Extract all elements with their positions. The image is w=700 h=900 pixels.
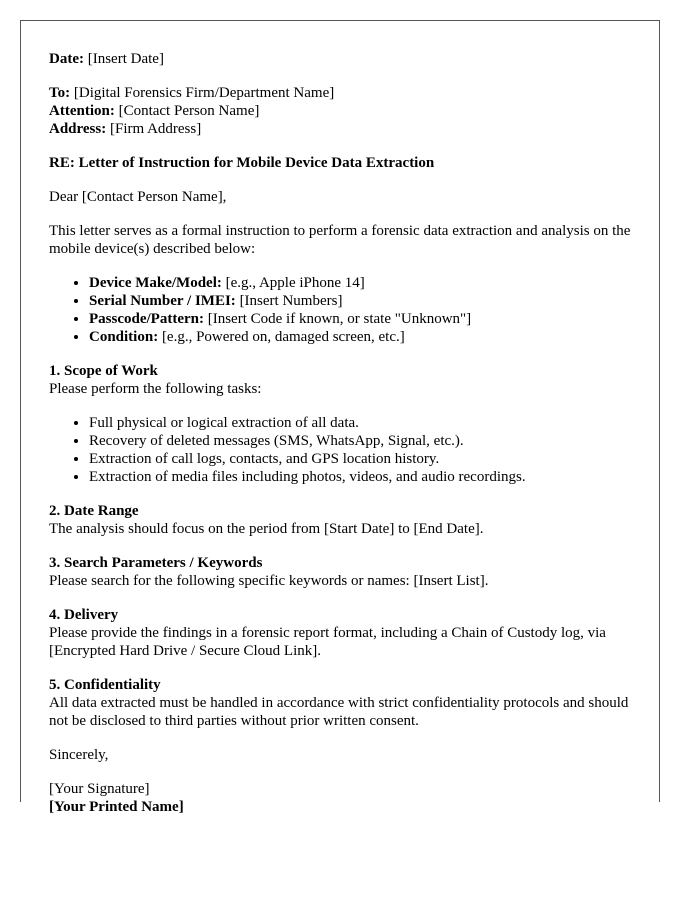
device-detail-item	[89, 310, 639, 328]
device-detail-label: Condition:	[89, 329, 159, 345]
to-line	[49, 84, 639, 102]
scope-task-item: • Extraction of media files including photos, videos, and audio recordings.	[89, 468, 639, 486]
printed-name: [Your Printed Name]	[49, 799, 184, 815]
address-value: [Firm Address]	[109, 121, 202, 137]
to-label: To:	[49, 85, 71, 101]
search-heading: 3. Search Parameters / Keywords	[49, 555, 263, 571]
attention-value: [Contact Person Name]	[118, 103, 260, 119]
attention-label: Attention:	[49, 103, 115, 119]
scope-text: Please perform the following tasks:	[49, 381, 262, 397]
confidentiality-heading: 5. Confidentiality	[49, 677, 161, 693]
date-range-text: The analysis should focus on the period from [Start Date] to [End Date].	[49, 521, 484, 537]
address-label: Address:	[49, 121, 107, 137]
device-detail-item	[89, 292, 639, 310]
scope-task-item: • Full physical or logical extraction of all data.	[89, 414, 639, 432]
subject-line: RE: Letter of Instruction for Mobile Device Data Extraction	[49, 155, 435, 171]
device-detail-label: Serial Number / IMEI:	[89, 293, 236, 309]
date-label: Date:	[49, 51, 84, 67]
to-value: [Digital Forensics Firm/Department Name]	[73, 85, 335, 101]
date-value: [Insert Date]	[87, 51, 164, 67]
device-detail-value: [Insert Code if known, or state "Unknown"]	[207, 311, 472, 327]
salutation: Dear [Contact Person Name],	[49, 189, 227, 205]
device-detail-value: [Insert Numbers]	[239, 293, 343, 309]
letter-content	[49, 50, 639, 816]
device-detail-value: [e.g., Powered on, damaged screen, etc.]	[161, 329, 405, 345]
scope-heading: 1. Scope of Work	[49, 363, 158, 379]
search-text: Please search for the following specific keywords or names: [Insert List].	[49, 573, 489, 589]
device-details-list	[49, 274, 639, 346]
closing: Sincerely,	[49, 747, 109, 763]
attention-line	[49, 102, 639, 120]
address-line	[49, 120, 639, 138]
device-detail-value: [e.g., Apple iPhone 14]	[225, 275, 365, 291]
device-detail-label: Passcode/Pattern:	[89, 311, 204, 327]
delivery-text: Please provide the findings in a forensic report format, including a Chain of Custody log, via [Encrypted Hard Drive / Secure Cloud Link].	[49, 625, 606, 659]
device-detail-label: Device Make/Model:	[89, 275, 222, 291]
date-range-heading: 2. Date Range	[49, 503, 139, 519]
delivery-heading: 4. Delivery	[49, 607, 119, 623]
scope-task-item: • Extraction of call logs, contacts, and GPS location history.	[89, 450, 639, 468]
letter-page	[20, 20, 660, 815]
intro-paragraph: This letter serves as a formal instruction to perform a forensic data extraction and analysis on the mobile device(s) described below:	[49, 223, 631, 257]
signature: [Your Signature]	[49, 781, 150, 797]
device-detail-item	[89, 328, 639, 346]
device-detail-item	[89, 274, 639, 292]
scope-task-item: • Recovery of deleted messages (SMS, WhatsApp, Signal, etc.).	[89, 432, 639, 450]
confidentiality-text: All data extracted must be handled in accordance with strict confidentiality protocols and should not be disclosed to third parties without prior written consent.	[49, 695, 629, 729]
scope-task-list	[49, 414, 639, 486]
date-line	[49, 50, 639, 68]
